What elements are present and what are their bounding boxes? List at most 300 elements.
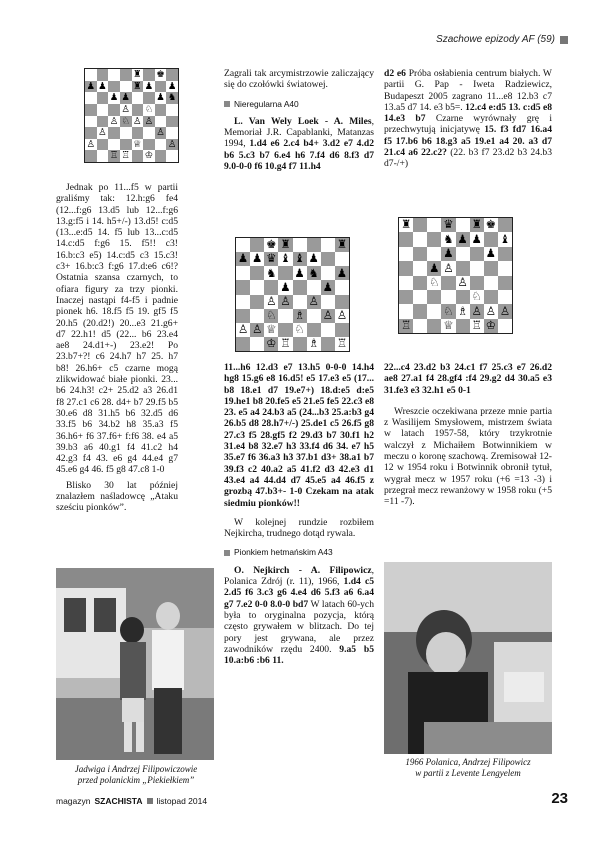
board-square: [321, 337, 335, 351]
board-square: [85, 139, 97, 151]
board-square: [85, 104, 97, 116]
white-rook-icon: ♖: [121, 150, 130, 162]
board-square: [399, 261, 413, 275]
board-square: [166, 81, 178, 93]
board-square: [250, 266, 264, 280]
board-square: [143, 127, 155, 139]
paragraph-analysis: Jednak po 11...f5 w partii graliśmy tak: 12.h:g6 fe4 (12...f:g6 13.d5 lub 12...f:g6 13.g:f5 i 14. h5+/-) 13.d5! c:d5 (13...e:d5 14. f5 lub 13...c:d5 14.c:d5 f:g6 15. f5!! c3! 16.b:c3 e5) 14.c:d5 c3 15.c3! c3+ 16.b:c3 f:g6 17.d:e6 c6!? Ostatnia szansa czarnych, to ofiara figury za trzy pionki. Inaczej nastąpi f4-f5 i padnie pionek h6. 18.f5 f5 19. gf5 f5 20.h5 (20.d2!) 20...e3 21.g6+ d7 22.h1! d5 (22... b6 23.e4 ae8 24.d1+-) 23.e2! Po 23.b7+?! c6 24.h7 h7 25. h7 b8! 26.h6+ c5 czarne mogą zlikwidować białe pionki. 23... b6 24.h3! c2+ 25.d2 a3 26.d1 f8 27.c1 c6 28. d4+ b7 29.f5 b5 30.e6 d8 31.h5 b6 32.d5 d6 33.f5 b6 34.b2 h8 35.a3 f5 36.h6+ f6 37.f6+ f:f6 38. e4 a5 39.b3 a6 40.g1 f4 41.c2 h4 42.g3 f4 43. e6 g4 44.e4 g7 45.e6 g4 46. f5 g8 47.c8 1-0: [56, 182, 178, 476]
next-round-text: W kolejnej rundzie rozbiłem Nejkircha, trudnego dotąd rywala.: [224, 516, 374, 540]
board-square: [498, 290, 512, 304]
black-pawn-icon: ♟: [322, 279, 333, 294]
opening-label-1: Nieregularna A40: [224, 99, 374, 110]
board-square: [335, 337, 349, 351]
chess-diagram-3: [398, 217, 513, 334]
board-square: [97, 92, 109, 104]
board-square: [307, 252, 321, 266]
board-square: [456, 247, 470, 261]
bullet-square-icon: [224, 101, 230, 107]
board-square: [427, 319, 441, 333]
board-square: [85, 81, 97, 93]
board-square: [484, 218, 498, 232]
board-square: [97, 81, 109, 93]
black-queen-icon: ♛: [266, 251, 277, 266]
board-square: [293, 295, 307, 309]
board-square: [456, 261, 470, 275]
board-square: [441, 218, 455, 232]
black-rook-icon: ♜: [471, 217, 482, 232]
board-square: [456, 218, 470, 232]
board-square: [85, 116, 97, 128]
board-square: [293, 337, 307, 351]
board-square: [108, 81, 120, 93]
board-square: [278, 238, 292, 252]
white-pawn-icon: ♙: [144, 115, 154, 127]
board-square: [166, 116, 178, 128]
board-square: [335, 238, 349, 252]
board-square: [166, 92, 178, 104]
board-square: [108, 139, 120, 151]
board-square: [293, 266, 307, 280]
board-square: [441, 247, 455, 261]
board-square: [484, 247, 498, 261]
board-square: [307, 309, 321, 323]
game1-header: L. Van Wely Loek - A. Miles, Memoriał J.R. Capablanki, Matanzas 1994, 1.d4 e6 2.c4 b4+ 3.d2 e7 4.d2 b6 5.c3 b7 6.e4 h6 7.f4 d6 8.f3 d7 9.0-0-0 f6 10.g4 f7 11.h4: [224, 115, 374, 173]
board-square: [278, 295, 292, 309]
board-square: [470, 276, 484, 290]
board-square: [321, 252, 335, 266]
white-rook-icon: ♖: [471, 318, 482, 333]
board-square: [484, 319, 498, 333]
board-square: [498, 232, 512, 246]
board-square: [484, 276, 498, 290]
board-square: [85, 69, 97, 81]
board-square: [413, 290, 427, 304]
intro-text: Zagrali tak arcymistrzowie zaliczający się do czołówki światowej.: [224, 68, 374, 91]
board-square: [108, 150, 120, 162]
board-square: [335, 309, 349, 323]
black-bishop-icon: ♝: [280, 251, 291, 266]
page-header: [436, 34, 568, 45]
page-number: 23: [551, 790, 568, 807]
smyslov-paragraph: Wreszcie oczekiwana przeze mnie partia z Wasilijem Smysłowem, mistrzem świata w latach 1957-58, który trzykrotnie walczył z Michaiłem Botwinnikiem w meczu o koronę szachową. Zremisował 12-12 w 1954 roku i Botwinnik obronił tytuł, wygrał mecz w 1957 roku (+6 =13 -3) i przegrał mecz rewanżowy w 1958 roku (+5 =11 -7).: [384, 405, 552, 508]
black-pawn-icon: ♟: [98, 80, 107, 92]
board-square: [236, 238, 250, 252]
white-pawn-icon: ♙: [457, 274, 468, 289]
white-pawn-icon: ♙: [266, 293, 277, 308]
board-square: [456, 232, 470, 246]
black-pawn-icon: ♟: [144, 80, 154, 92]
caption-left: [56, 764, 216, 786]
white-king-icon: ♔: [266, 336, 277, 351]
board-square: [236, 266, 250, 280]
black-pawn-icon: ♟: [86, 80, 96, 92]
board-square: [132, 127, 144, 139]
board-square: [278, 266, 292, 280]
white-knight-icon: ♘: [443, 303, 454, 318]
black-pawn-icon: ♟: [237, 251, 249, 266]
board-square: [456, 276, 470, 290]
black-pawn-icon: ♟: [308, 251, 319, 266]
board-square: [321, 295, 335, 309]
board-square: [143, 139, 155, 151]
board-square: [120, 104, 132, 116]
board-square: [498, 218, 512, 232]
board-square: [321, 309, 335, 323]
board-square: [108, 69, 120, 81]
board-square: [441, 276, 455, 290]
white-pawn-icon: ♙: [322, 307, 333, 322]
board-square: [470, 319, 484, 333]
board-square: [307, 266, 321, 280]
white-pawn-icon: ♙: [443, 260, 454, 275]
board-square: [498, 247, 512, 261]
board-square: [85, 127, 97, 139]
board-square: [427, 232, 441, 246]
board-square: [335, 323, 349, 337]
board-square: [399, 232, 413, 246]
board-square: [456, 290, 470, 304]
board-square: [264, 295, 278, 309]
board-square: [484, 304, 498, 318]
white-pawn-icon: ♙: [86, 138, 96, 150]
chess-diagram-1: [84, 68, 179, 163]
board-square: [498, 276, 512, 290]
board-square: [143, 104, 155, 116]
board-square: [250, 323, 264, 337]
board-square: [456, 304, 470, 318]
board-square: [335, 280, 349, 294]
board-square: [120, 139, 132, 151]
bullet-square-icon: [224, 550, 230, 556]
board-square: [399, 290, 413, 304]
board-square: [470, 247, 484, 261]
black-knight-icon: ♞: [308, 265, 319, 280]
board-square: [293, 280, 307, 294]
board-square: [250, 252, 264, 266]
footer-square-icon: [147, 798, 153, 804]
white-pawn-icon: ♙: [133, 115, 142, 127]
board-square: [321, 280, 335, 294]
column-middle-lower: [224, 362, 374, 668]
board-square: [335, 295, 349, 309]
white-pawn-icon: ♙: [121, 103, 130, 115]
white-knight-icon: ♘: [294, 322, 305, 337]
board-square: [470, 290, 484, 304]
caption-right-line2: w partii z Levente Lengyelem: [415, 768, 521, 778]
black-pawn-icon: ♟: [294, 265, 305, 280]
black-king-icon: ♚: [266, 237, 277, 252]
caption-right-line1: 1966 Polanica, Andrzej Filipowicz: [405, 757, 531, 767]
board-square: [155, 104, 167, 116]
black-king-icon: ♚: [156, 69, 165, 81]
white-rook-icon: ♖: [280, 336, 291, 351]
board-square: [143, 81, 155, 93]
column-left: [56, 182, 178, 516]
white-knight-icon: ♘: [121, 115, 130, 127]
white-queen-icon: ♕: [133, 138, 142, 150]
board-square: [335, 252, 349, 266]
magazine-prefix: magazyn: [56, 796, 91, 806]
board-square: [236, 337, 250, 351]
white-pawn-icon: ♙: [156, 127, 165, 139]
board-square: [132, 139, 144, 151]
board-square: [155, 69, 167, 81]
board-square: [498, 304, 512, 318]
black-pawn-icon: ♟: [443, 246, 454, 261]
board-square: [264, 252, 278, 266]
board-square: [264, 323, 278, 337]
board-square: [143, 116, 155, 128]
black-pawn-icon: ♟: [457, 231, 468, 246]
white-king-icon: ♔: [485, 318, 496, 333]
board-square: [166, 139, 178, 151]
white-pawn-icon: ♙: [251, 322, 263, 337]
black-pawn-icon: ♟: [121, 92, 130, 104]
game1-continuation: 11...h6 12.d3 e7 13.h5 0-0-0 14.h4 hg8 15.g6 e8 16.d5! e5 17.e3 e5 (17... b8 18.e1 d7 19.e7+) 18.d:e5 d:e5 19.he1 b8 20.fe5 e5 21.e5 fe5 22.c3 e8 23. e5 a4 24.b3 a5 (24...b3 25.a:b3 g4 26.b5 d8 28.h7+/-) 25.de1 c5 26.f5 g8 27.c3 f5 28.gf5 f2 29.d3 b7 30.f1 h2 31.e4 b8 32.e7 h3 33.f4 d6 34. e7 h5 35.e7 f6 36.a3 h3 37.b1 d3+ 38.a1 b7 39.f3 c2 40.a2 a5 41.f2 d3 42.e3 d1 43.e4 a4 44.d4 d7 45.e5 a4 46.f5 z grozbą 47.b3+- 1-0 Czekam na atak siedmiu pionków!!: [224, 362, 375, 509]
board-square: [250, 280, 264, 294]
board-square: [427, 276, 441, 290]
board-square: [155, 150, 167, 162]
board-square: [307, 295, 321, 309]
board-square: [413, 261, 427, 275]
black-knight-icon: ♞: [443, 231, 454, 246]
black-bishop-icon: ♝: [294, 251, 305, 266]
board-square: [108, 127, 120, 139]
board-square: [321, 323, 335, 337]
column-right-lower: [384, 362, 552, 510]
black-pawn-icon: ♟: [109, 92, 119, 104]
board-square: [236, 323, 250, 337]
opening-label-2: Pionkiem hetmańskim A43: [224, 547, 374, 558]
page-footer: [56, 796, 207, 806]
issue-date: listopad 2014: [156, 796, 208, 806]
board-square: [108, 116, 120, 128]
white-knight-icon: ♘: [266, 307, 277, 322]
board-square: [441, 232, 455, 246]
black-rook-icon: ♜: [280, 237, 291, 252]
column-middle: [224, 68, 374, 174]
board-square: [264, 337, 278, 351]
board-square: [120, 69, 132, 81]
series-title: Szachowe epizody AF (59): [436, 34, 555, 45]
board-square: [307, 280, 321, 294]
board-square: [166, 69, 178, 81]
board-square: [97, 127, 109, 139]
black-pawn-icon: ♟: [485, 246, 496, 261]
board-square: [456, 319, 470, 333]
board-square: [470, 304, 484, 318]
caption-right: [384, 757, 552, 779]
board-square: [132, 116, 144, 128]
chess-diagram-2: [235, 237, 350, 352]
photo-couple: [56, 568, 214, 760]
black-rook-icon: ♜: [133, 69, 142, 81]
board-square: [236, 309, 250, 323]
board-square: [85, 150, 97, 162]
board-square: [399, 276, 413, 290]
board-square: [108, 104, 120, 116]
board-square: [85, 92, 97, 104]
black-pawn-icon: ♟: [251, 251, 263, 266]
board-square: [108, 92, 120, 104]
board-square: [120, 150, 132, 162]
white-rook-icon: ♖: [109, 150, 119, 162]
board-square: [278, 252, 292, 266]
board-square: [470, 232, 484, 246]
black-rook-icon: ♜: [400, 217, 412, 232]
game2-header: O. Nejkirch - A. Filipowicz, Polanica Zdrój (r. 11), 1966, 1.d4 c5 2.d5 f6 3.c3 g6 4.e4 d6 5.f3 a6 6.a4 g7 7.e2 0-0 8.0-0 bd7 W latach 60-ych była to oryginalna pozycja, którą często grywałem w blitzach. Do tej pory jest grywana, ale przez zawodników rzędu 2400. 9.a5 b5 10.a:b6 :b6 11.: [224, 564, 375, 667]
white-pawn-icon: ♙: [167, 138, 177, 150]
board-square: [307, 238, 321, 252]
board-square: [166, 127, 178, 139]
white-pawn-icon: ♙: [499, 303, 511, 318]
white-pawn-icon: ♙: [109, 115, 119, 127]
board-square: [441, 304, 455, 318]
board-square: [120, 81, 132, 93]
board-square: [120, 116, 132, 128]
board-square: [264, 309, 278, 323]
white-pawn-icon: ♙: [280, 293, 291, 308]
board-square: [321, 266, 335, 280]
board-square: [441, 290, 455, 304]
caption-left-line2: przed polanickim „Piekiełkiem”: [77, 775, 195, 785]
white-rook-icon: ♖: [400, 318, 412, 333]
board-square: [293, 309, 307, 323]
board-square: [293, 238, 307, 252]
board-square: [307, 337, 321, 351]
black-queen-icon: ♛: [443, 217, 454, 232]
black-bishop-icon: ♝: [499, 231, 511, 246]
board-square: [470, 218, 484, 232]
board-square: [399, 218, 413, 232]
board-square: [427, 290, 441, 304]
black-knight-icon: ♞: [167, 92, 177, 104]
board-square: [413, 218, 427, 232]
board-square: [413, 247, 427, 261]
board-square: [236, 295, 250, 309]
board-square: [278, 337, 292, 351]
board-square: [97, 104, 109, 116]
board-square: [498, 319, 512, 333]
white-king-icon: ♔: [144, 150, 154, 162]
black-pawn-icon: ♟: [280, 279, 291, 294]
board-square: [413, 276, 427, 290]
board-square: [399, 247, 413, 261]
white-bishop-icon: ♗: [294, 307, 305, 322]
board-square: [155, 92, 167, 104]
board-square: [413, 232, 427, 246]
board-square: [399, 319, 413, 333]
board-square: [120, 92, 132, 104]
magazine-name: SZACHISTA: [94, 796, 143, 806]
white-pawn-icon: ♙: [336, 307, 348, 322]
board-square: [250, 238, 264, 252]
header-square-icon: [560, 36, 568, 44]
white-pawn-icon: ♙: [471, 303, 482, 318]
black-pawn-icon: ♟: [471, 231, 482, 246]
board-square: [321, 238, 335, 252]
board-square: [155, 116, 167, 128]
board-square: [250, 295, 264, 309]
board-square: [264, 266, 278, 280]
white-pawn-icon: ♙: [485, 303, 496, 318]
board-square: [441, 319, 455, 333]
white-pawn-icon: ♙: [308, 293, 319, 308]
photo-game: [384, 562, 552, 754]
board-square: [155, 127, 167, 139]
board-square: [155, 139, 167, 151]
black-king-icon: ♚: [485, 217, 496, 232]
white-knight-icon: ♘: [429, 274, 440, 289]
white-knight-icon: ♘: [471, 289, 482, 304]
board-square: [399, 304, 413, 318]
black-pawn-icon: ♟: [429, 260, 440, 275]
board-square: [264, 238, 278, 252]
game2-notes: d2 e6 Próba osłabienia centrum białych. W partii G. Pap - Iweta Radziewicz, Budapeszt 2005 zagrano 11...e8 12.b3 c7 13.a5 d7 14. e3 b5=. 12.c4 e:d5 13. c:d5 e8 14.e3 b7 Czarne wyrównały grę i przechwytują inicjatywę 15. f3 fd7 16.a4 f5 17.b6 b6 18.g3 a5 19.e1 a4 20. a3 d7 21.c4 a6 22.c2? (22. b3 f7 23.d2 b3 24.b3 d7-/+): [384, 68, 553, 170]
caption-left-line1: Jadwiga i Andrzej Filipowiczowie: [74, 764, 198, 774]
board-square: [97, 116, 109, 128]
board-square: [236, 252, 250, 266]
column-right: [384, 68, 552, 172]
black-rook-icon: ♜: [133, 80, 142, 92]
board-square: [470, 261, 484, 275]
board-square: [143, 150, 155, 162]
board-square: [143, 92, 155, 104]
board-square: [335, 266, 349, 280]
board-square: [413, 304, 427, 318]
white-bishop-icon: ♗: [308, 336, 319, 351]
board-square: [484, 232, 498, 246]
white-queen-icon: ♕: [266, 322, 277, 337]
board-square: [307, 323, 321, 337]
board-square: [166, 150, 178, 162]
black-pawn-icon: ♟: [156, 92, 165, 104]
white-pawn-icon: ♙: [237, 322, 249, 337]
board-square: [484, 261, 498, 275]
board-square: [97, 150, 109, 162]
board-square: [155, 81, 167, 93]
board-square: [498, 261, 512, 275]
board-square: [427, 261, 441, 275]
board-square: [427, 247, 441, 261]
board-square: [278, 280, 292, 294]
black-knight-icon: ♞: [266, 265, 277, 280]
white-queen-icon: ♕: [443, 318, 454, 333]
white-pawn-icon: ♙: [98, 127, 107, 139]
board-square: [132, 150, 144, 162]
black-rook-icon: ♜: [336, 237, 348, 252]
board-square: [132, 92, 144, 104]
board-square: [264, 280, 278, 294]
board-square: [132, 81, 144, 93]
board-square: [97, 139, 109, 151]
board-square: [236, 280, 250, 294]
board-square: [278, 309, 292, 323]
paragraph-follower: Blisko 30 lat później znalazłem naśladowcę „Ataku sześciu pionków”.: [56, 479, 178, 514]
board-square: [484, 290, 498, 304]
white-bishop-icon: ♗: [457, 303, 468, 318]
board-square: [132, 104, 144, 116]
white-rook-icon: ♖: [336, 336, 348, 351]
board-square: [166, 104, 178, 116]
board-square: [427, 218, 441, 232]
board-square: [293, 323, 307, 337]
white-knight-icon: ♘: [144, 103, 154, 115]
board-square: [143, 69, 155, 81]
game2-finish: 22...c4 23.d2 b3 24.c1 f7 25.c3 e7 26.d2 ae8 27.a1 f4 28.gf4 :f4 29.g2 d4 30.a5 e3 31.fe3 e3 32.h1 e5 0-1: [384, 362, 552, 396]
board-square: [427, 304, 441, 318]
board-square: [278, 323, 292, 337]
